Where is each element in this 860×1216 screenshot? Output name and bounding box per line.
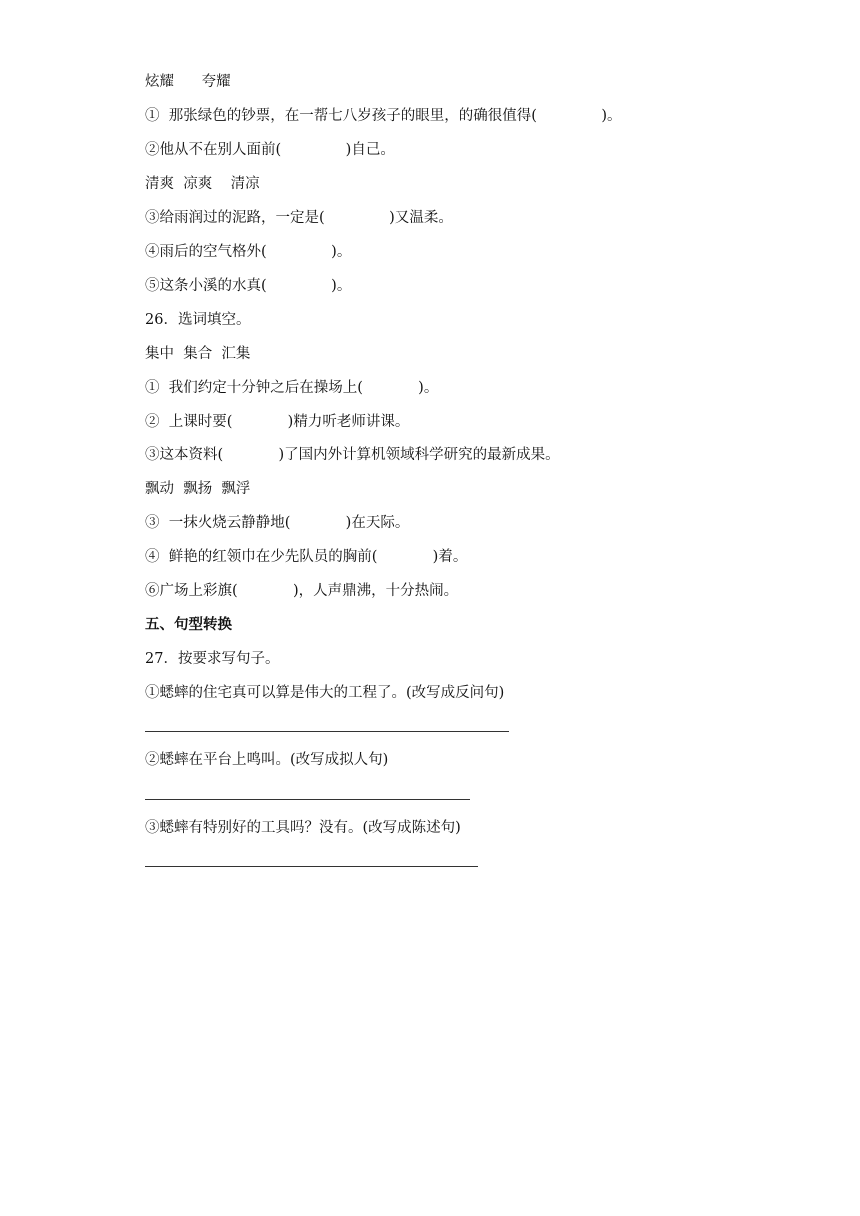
question-heading-26: 26．选词填空。 — [145, 312, 251, 328]
answer-line[interactable] — [145, 866, 478, 867]
word-options-2: 清爽 凉爽 清凉 — [145, 176, 260, 192]
word-options-3: 集中 集合 汇集 — [145, 346, 251, 362]
question-line: ④ 鲜艳的红领巾在少先队员的胸前( )着。 — [145, 549, 468, 565]
word-options-1: 炫耀 夸耀 — [145, 74, 231, 90]
question-line: ③ 一抹火烧云静静地( )在天际。 — [145, 515, 410, 531]
question-heading-27: 27．按要求写句子。 — [145, 651, 280, 667]
question-line: ③给雨润过的泥路，一定是( )又温柔。 — [145, 210, 453, 226]
question-line: ②他从不在别人面前( )自己。 — [145, 142, 395, 158]
question-line: ⑥广场上彩旗( )，人声鼎沸，十分热闹。 — [145, 583, 459, 599]
word-options-4: 飘动 飘扬 飘浮 — [145, 481, 251, 497]
question-line: ③这本资料( )了国内外计算机领域科学研究的最新成果。 — [145, 447, 560, 463]
question-line: ① 我们约定十分钟之后在操场上( )。 — [145, 380, 439, 396]
answer-line[interactable] — [145, 731, 509, 732]
question-line: ② 上课时要( )精力听老师讲课。 — [145, 414, 410, 430]
question-line: ⑤这条小溪的水真( )。 — [145, 278, 352, 294]
question-line: ③蟋蟀有特别好的工具吗？没有。(改写成陈述句) — [145, 820, 461, 836]
answer-line[interactable] — [145, 799, 470, 800]
question-line: ④雨后的空气格外( )。 — [145, 244, 352, 260]
section-heading: 五、句型转换 — [145, 616, 232, 633]
question-line: ①蟋蟀的住宅真可以算是伟大的工程了。(改写成反问句) — [145, 685, 505, 701]
question-line: ②蟋蟀在平台上鸣叫。(改写成拟人句) — [145, 752, 389, 768]
question-line: ① 那张绿色的钞票，在一帮七八岁孩子的眼里，的确很值得( )。 — [145, 108, 622, 124]
